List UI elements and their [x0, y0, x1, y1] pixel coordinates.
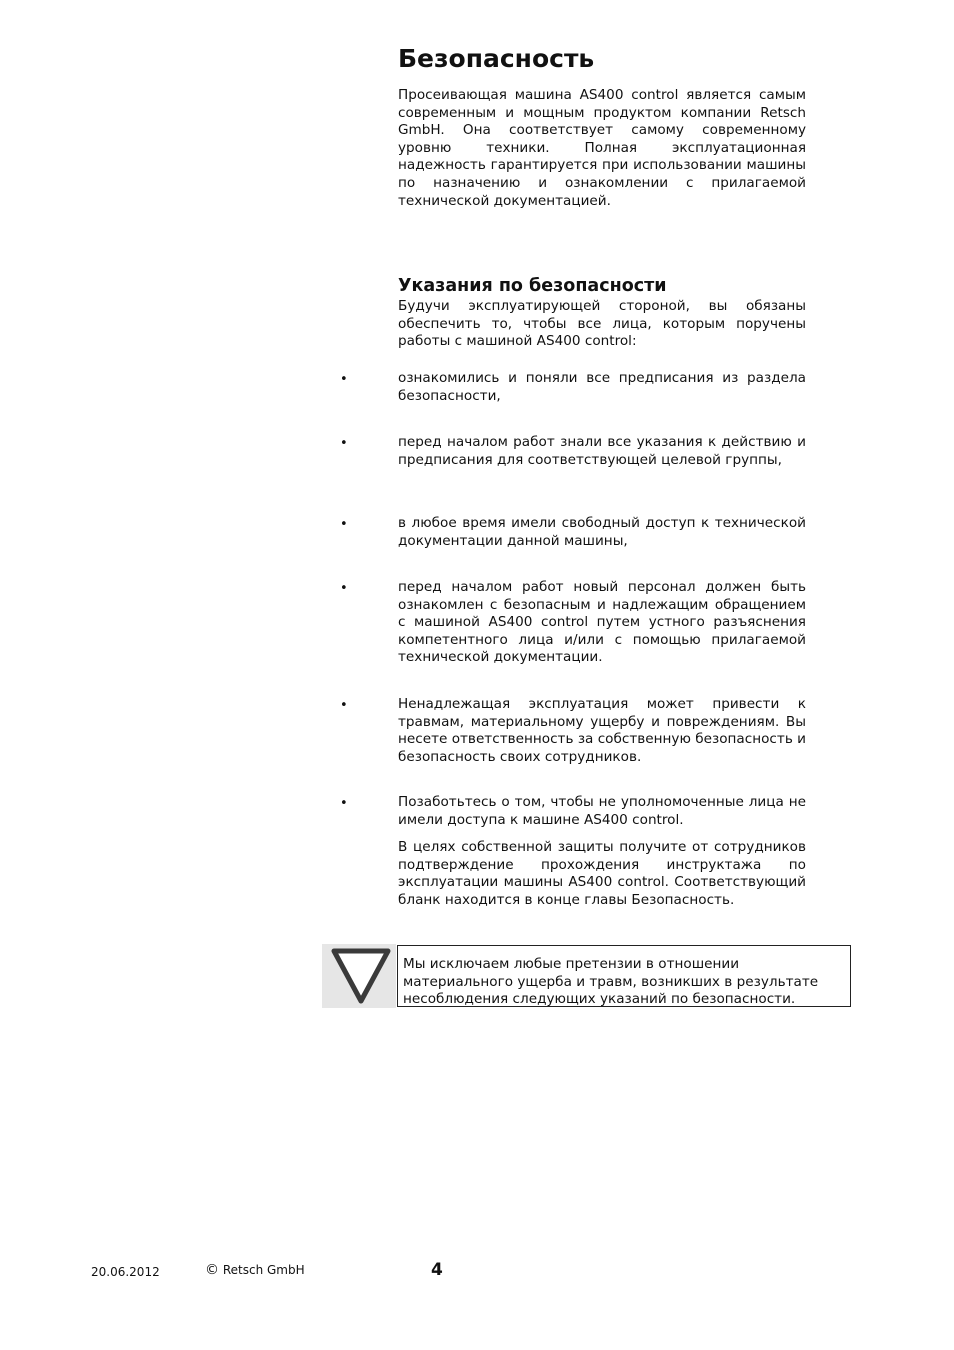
- bullet-item-3: в любое время имели свободный доступ к технической документации данной машины,: [398, 515, 806, 549]
- bullet-marker: •: [340, 517, 348, 532]
- bullet-marker: •: [340, 372, 348, 387]
- intro-paragraph: Просеивающая машина AS400 control является самым современным и мощным продуктом компании Retsch GmbH. Она соответствует самому современному уровню техники. Полная эксплуатационная надежность гарантируется при использовании машины по назначению и ознакомлении с прилагаемой технической документацией.: [398, 87, 806, 209]
- bullet-marker: •: [340, 698, 348, 713]
- section-title: Указания по безопасности: [398, 276, 667, 296]
- footer-date: 20.06.2012: [91, 1265, 160, 1279]
- bullet-item-4: перед началом работ новый персонал должен быть ознакомлен с безопасным и надлежащим обращением с машиной AS400 control путем устного разъяснения компетентного лица и/или с помощью прилагаемой технической документации.: [398, 579, 806, 666]
- warning-triangle-icon: [322, 944, 396, 1008]
- page-number: 4: [431, 1260, 443, 1280]
- warning-note: Мы исключаем любые претензии в отношении материального ущерба и травм, возникших в результате несоблюдения следующих указаний по безопасности.: [397, 945, 851, 1007]
- footer-copyright: [205, 1262, 305, 1278]
- bullet-item-1: ознакомились и поняли все предписания из раздела безопасности,: [398, 370, 806, 404]
- bullet-item-2: перед началом работ знали все указания к действию и предписания для соответствующей целевой группы,: [398, 434, 806, 468]
- footer-company: Retsch GmbH: [222, 1263, 305, 1277]
- page-title: Безопасность: [398, 44, 595, 73]
- protection-paragraph: В целях собственной защиты получите от сотрудников подтверждение прохождения инструктажа по эксплуатации машины AS400 control. Соответствующий бланк находится в конце главы Безопасность.: [398, 839, 806, 908]
- bullet-item-5: Ненадлежащая эксплуатация может привести к травмам, материальному ущербу и повреждениям. Вы несете ответственность за собственную безопасность и безопасность своих сотрудников.: [398, 696, 806, 765]
- section-intro: Будучи эксплуатирующей стороной, вы обязаны обеспечить то, чтобы все лица, которым поручены работы с машиной AS400 control:: [398, 298, 806, 350]
- copyright-symbol: ©: [205, 1262, 219, 1278]
- bullet-item-6: Позаботьтесь о том, чтобы не уполномоченные лица не имели доступа к машине AS400 control.: [398, 794, 806, 828]
- bullet-marker: •: [340, 796, 348, 811]
- bullet-marker: •: [340, 581, 348, 596]
- bullet-marker: •: [340, 436, 348, 451]
